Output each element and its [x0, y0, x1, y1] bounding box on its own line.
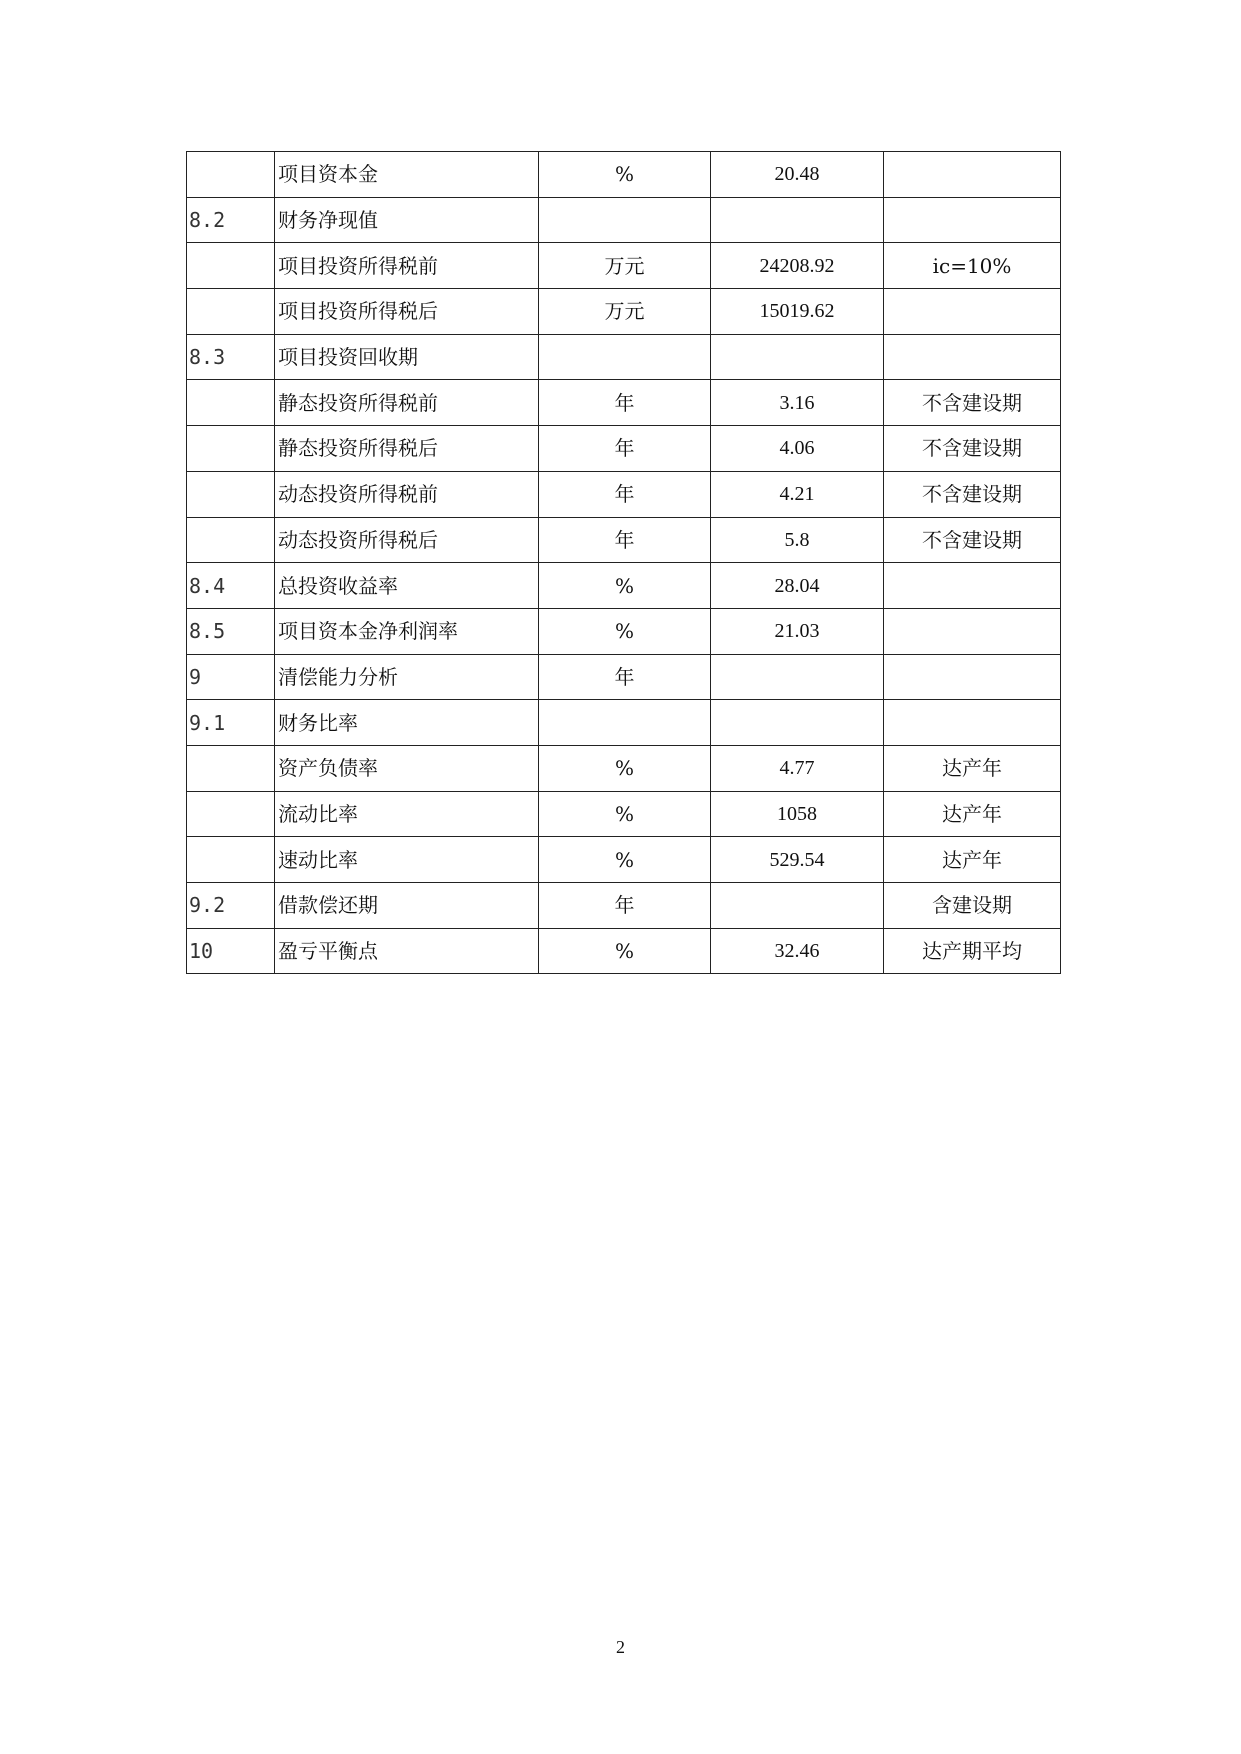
- table-row: [187, 426, 1061, 472]
- cell-note: [884, 563, 1061, 609]
- cell-value: 20.48: [711, 152, 884, 198]
- cell-unit: 年: [539, 654, 711, 700]
- cell-note: 不含建设期: [884, 426, 1061, 472]
- cell-unit: %: [539, 928, 711, 974]
- cell-number: 8.2: [187, 197, 275, 243]
- cell-item: 速动比率: [275, 837, 539, 883]
- cell-note: 不含建设期: [884, 471, 1061, 517]
- cell-unit: %: [539, 837, 711, 883]
- table-row: [187, 837, 1061, 883]
- cell-unit: %: [539, 791, 711, 837]
- cell-unit: 万元: [539, 243, 711, 289]
- cell-item: 项目资本金净利润率: [275, 608, 539, 654]
- cell-unit: %: [539, 152, 711, 198]
- cell-unit: 年: [539, 380, 711, 426]
- cell-number: [187, 426, 275, 472]
- cell-number: [187, 837, 275, 883]
- table-row: [187, 197, 1061, 243]
- cell-item: 动态投资所得税后: [275, 517, 539, 563]
- cell-unit: [539, 334, 711, 380]
- table-row: [187, 791, 1061, 837]
- cell-item: 总投资收益率: [275, 563, 539, 609]
- cell-value: 4.06: [711, 426, 884, 472]
- table-row: [187, 334, 1061, 380]
- cell-value: 4.21: [711, 471, 884, 517]
- cell-number: [187, 152, 275, 198]
- cell-number: 9: [187, 654, 275, 700]
- cell-unit: 万元: [539, 289, 711, 335]
- cell-note: 达产年: [884, 745, 1061, 791]
- cell-value: 24208.92: [711, 243, 884, 289]
- cell-value: 1058: [711, 791, 884, 837]
- cell-item: 盈亏平衡点: [275, 928, 539, 974]
- cell-number: 9.2: [187, 883, 275, 929]
- cell-item: 动态投资所得税前: [275, 471, 539, 517]
- cell-value: 32.46: [711, 928, 884, 974]
- cell-value: 21.03: [711, 608, 884, 654]
- cell-note: [884, 608, 1061, 654]
- cell-unit: %: [539, 608, 711, 654]
- cell-value: 15019.62: [711, 289, 884, 335]
- table-row: [187, 243, 1061, 289]
- cell-item: 项目资本金: [275, 152, 539, 198]
- table-row: [187, 471, 1061, 517]
- cell-item: 项目投资所得税前: [275, 243, 539, 289]
- cell-item: 流动比率: [275, 791, 539, 837]
- cell-note: [884, 334, 1061, 380]
- cell-item: 清偿能力分析: [275, 654, 539, 700]
- cell-item: 静态投资所得税后: [275, 426, 539, 472]
- table-row: [187, 608, 1061, 654]
- cell-unit: %: [539, 563, 711, 609]
- cell-note: 达产期平均: [884, 928, 1061, 974]
- cell-note: 达产年: [884, 837, 1061, 883]
- table-row: [187, 517, 1061, 563]
- cell-value: [711, 700, 884, 746]
- cell-note: 达产年: [884, 791, 1061, 837]
- cell-unit: 年: [539, 883, 711, 929]
- cell-note: [884, 197, 1061, 243]
- cell-item: 借款偿还期: [275, 883, 539, 929]
- cell-number: 8.3: [187, 334, 275, 380]
- cell-number: [187, 745, 275, 791]
- cell-note: [884, 289, 1061, 335]
- cell-note: 含建设期: [884, 883, 1061, 929]
- cell-value: 5.8: [711, 517, 884, 563]
- cell-item: 静态投资所得税前: [275, 380, 539, 426]
- table-row: [187, 152, 1061, 198]
- cell-value: 4.77: [711, 745, 884, 791]
- cell-number: 9.1: [187, 700, 275, 746]
- cell-value: [711, 654, 884, 700]
- cell-unit: %: [539, 745, 711, 791]
- cell-number: [187, 791, 275, 837]
- cell-number: 10: [187, 928, 275, 974]
- table-row: [187, 745, 1061, 791]
- cell-note: [884, 654, 1061, 700]
- cell-unit: [539, 700, 711, 746]
- cell-value: [711, 197, 884, 243]
- cell-note: 不含建设期: [884, 517, 1061, 563]
- cell-value: [711, 883, 884, 929]
- cell-item: 项目投资所得税后: [275, 289, 539, 335]
- cell-unit: 年: [539, 517, 711, 563]
- table-row: [187, 289, 1061, 335]
- table-row: [187, 883, 1061, 929]
- cell-note: [884, 700, 1061, 746]
- cell-item: 资产负债率: [275, 745, 539, 791]
- cell-number: 8.5: [187, 608, 275, 654]
- cell-number: [187, 380, 275, 426]
- cell-item: 项目投资回收期: [275, 334, 539, 380]
- cell-unit: [539, 197, 711, 243]
- cell-unit: 年: [539, 471, 711, 517]
- cell-note: [884, 152, 1061, 198]
- table-row: [187, 700, 1061, 746]
- cell-note: ic=10%: [884, 243, 1061, 289]
- cell-value: 3.16: [711, 380, 884, 426]
- cell-unit: 年: [539, 426, 711, 472]
- cell-number: [187, 517, 275, 563]
- cell-number: 8.4: [187, 563, 275, 609]
- cell-value: [711, 334, 884, 380]
- cell-number: [187, 289, 275, 335]
- table-body: [187, 152, 1061, 974]
- cell-number: [187, 243, 275, 289]
- cell-value: 529.54: [711, 837, 884, 883]
- cell-number: [187, 471, 275, 517]
- financial-indicators-table: [186, 151, 1061, 974]
- cell-item: 财务净现值: [275, 197, 539, 243]
- cell-value: 28.04: [711, 563, 884, 609]
- page-number: 2: [616, 1637, 625, 1657]
- cell-item: 财务比率: [275, 700, 539, 746]
- table-row: [187, 928, 1061, 974]
- cell-note: 不含建设期: [884, 380, 1061, 426]
- table-row: [187, 563, 1061, 609]
- table-row: [187, 380, 1061, 426]
- table-row: [187, 654, 1061, 700]
